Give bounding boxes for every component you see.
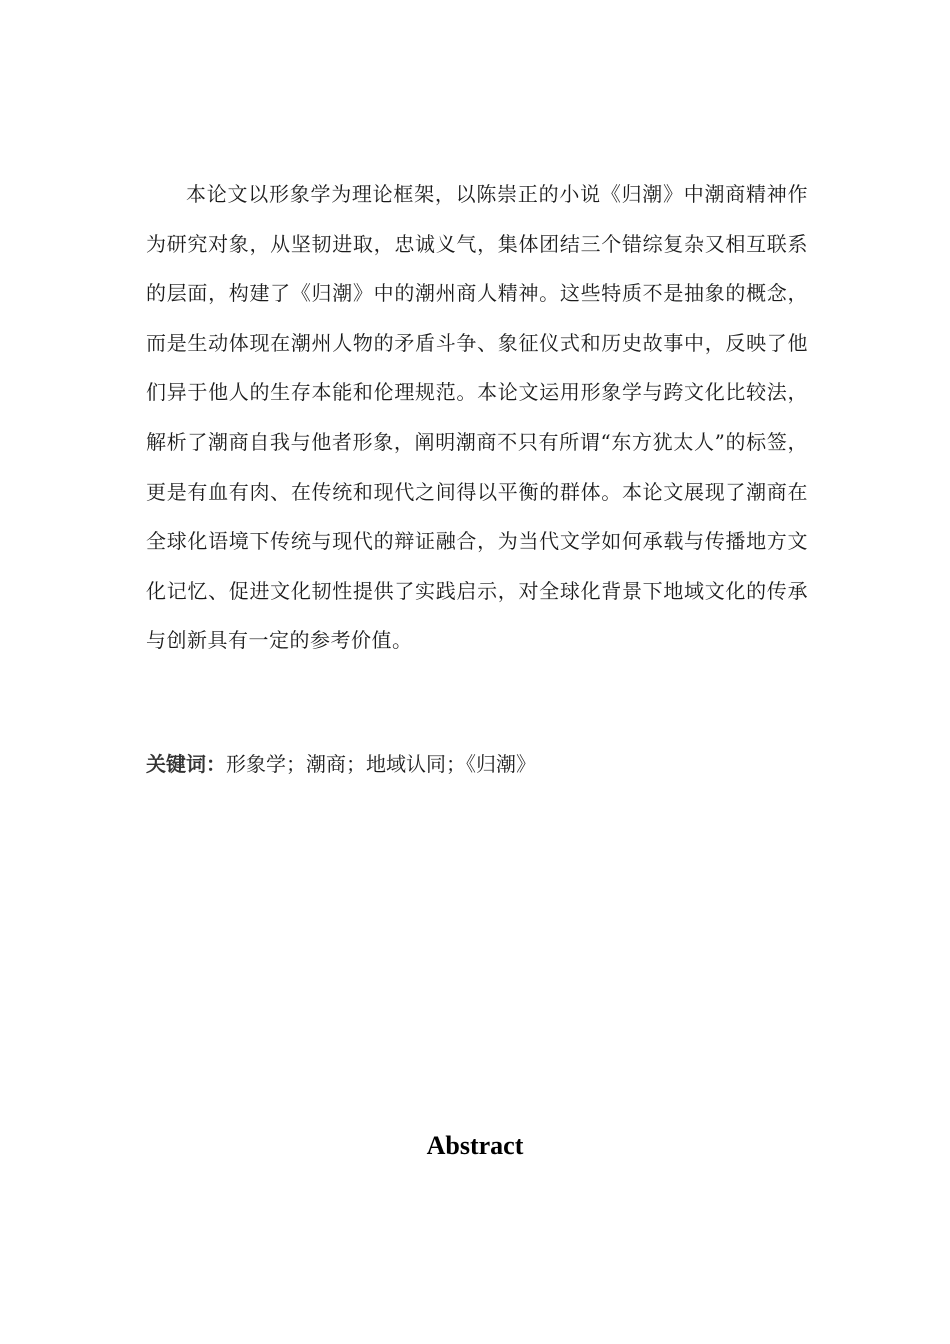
keywords-line [146, 745, 808, 783]
english-abstract-heading: Abstract [426, 1131, 524, 1160]
keywords-list: 形象学；潮商；地域认同；《归潮》 [226, 752, 536, 776]
keywords-label: 关键词： [146, 752, 226, 776]
chinese-abstract-paragraph: 本论文以形象学为理论框架，以陈崇正的小说《归潮》中潮商精神作为研究对象，从坚韧进取，忠诚义气，集体团结三个错综复杂又相互联系的层面，构建了《归潮》中的潮州商人精神。这些特质不是抽象的概念，而是生动体现在潮州人物的矛盾斗争、象征仪式和历史故事中，反映了他们异于他人的生存本能和伦理规范。本论文运用形象学与跨文化比较法，解析了潮商自我与他者形象，阐明潮商不只有所谓“东方犹太人”的标签，更是有血有肉、在传统和现代之间得以平衡的群体。本论文展现了潮商在全球化语境下传统与现代的辩证融合，为当代文学如何承载与传播地方文化记忆、促进文化韧性提供了实践启示，对全球化背景下地域文化的传承与创新具有一定的参考价值。 [146, 182, 808, 653]
